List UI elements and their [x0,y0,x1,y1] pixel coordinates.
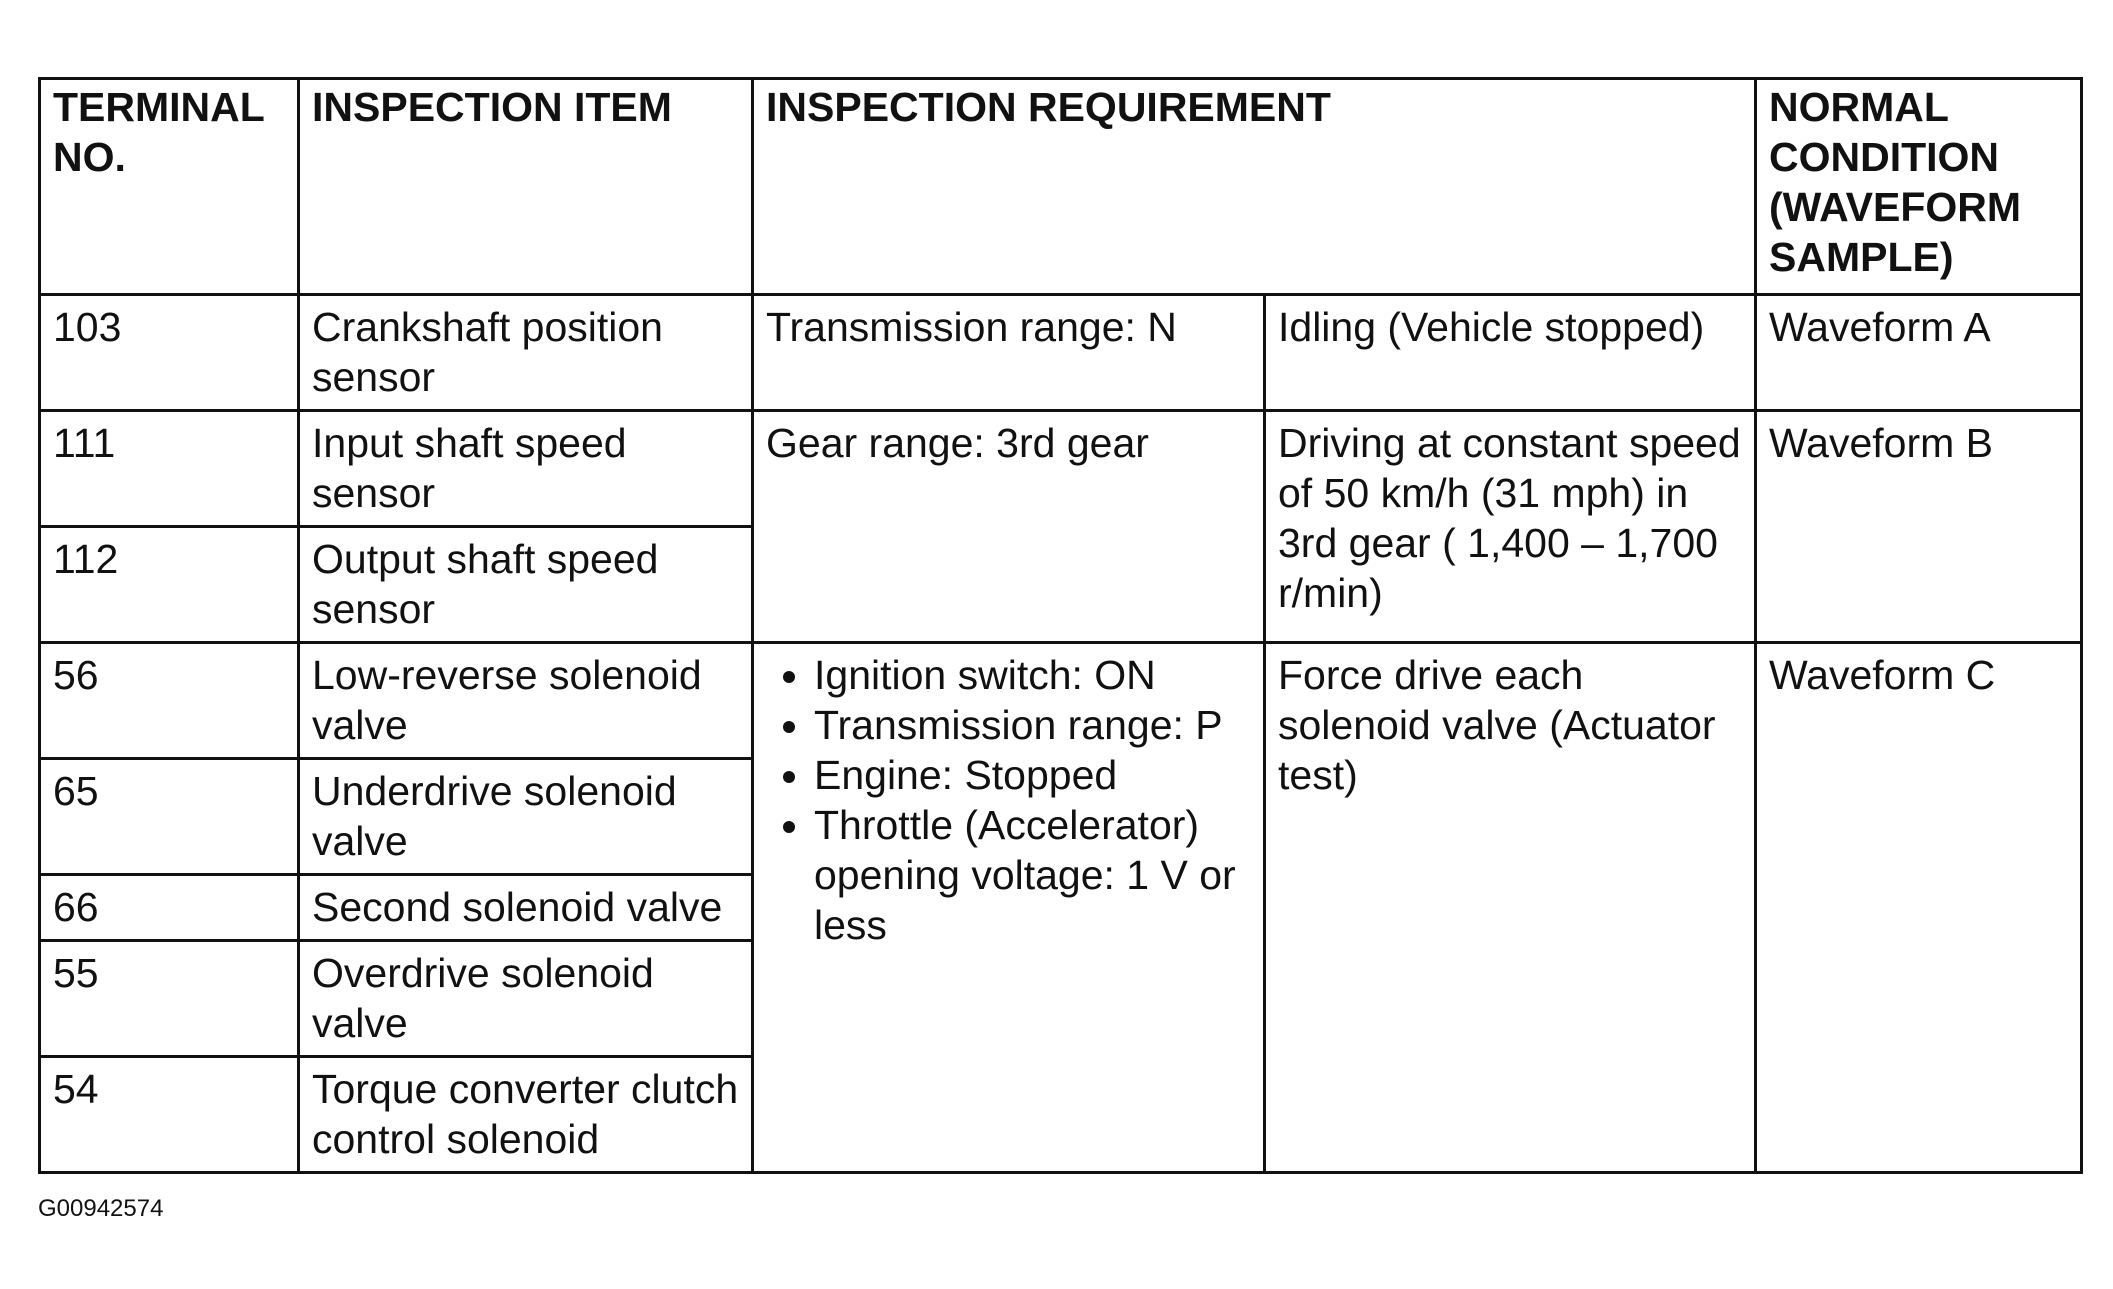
normal-condition-cell: Waveform B [1756,411,2082,643]
inspection-table [38,77,2083,1174]
item-cell: Input shaft speed sensor [299,411,753,527]
terminal-cell: 112 [40,527,299,643]
item-cell: Crankshaft position sensor [299,295,753,411]
requirement-cell: Gear range: 3rd gear [753,411,1265,643]
terminal-cell: 56 [40,643,299,759]
item-cell: Underdrive solenoid valve [299,759,753,875]
list-item: • Ignition switch: ON [814,650,1251,700]
requirement-cell: Transmission range: N [753,295,1265,411]
figure-code: G00942574 [38,1195,164,1222]
terminal-cell: 54 [40,1057,299,1173]
normal-condition-cell: Waveform A [1756,295,2082,411]
terminal-cell: 55 [40,941,299,1057]
requirement-bullet-list [766,650,1251,950]
table-row [40,643,2082,759]
table-row [40,295,2082,411]
header-row [40,79,2082,295]
header-inspection-item: INSPECTION ITEM [299,79,753,295]
item-cell: Torque converter clutch control solenoid [299,1057,753,1173]
terminal-cell: 111 [40,411,299,527]
item-cell: Overdrive solenoid valve [299,941,753,1057]
terminal-cell: 103 [40,295,299,411]
condition-cell: Driving at constant speed of 50 km/h (31 mph) in 3rd gear ( 1,400 – 1,700 r/min) [1265,411,1756,643]
header-normal-condition: NORMAL CONDITION (WAVEFORM SAMPLE) [1756,79,2082,295]
list-item: • Transmission range: P [814,700,1251,750]
condition-cell: Force drive each solenoid valve (Actuator test) [1265,643,1756,1173]
condition-cell: Idling (Vehicle stopped) [1265,295,1756,411]
header-terminal: TERMINAL NO. [40,79,299,295]
terminal-cell: 66 [40,875,299,941]
item-cell: Second solenoid valve [299,875,753,941]
table-row [40,411,2082,527]
normal-condition-cell: Waveform C [1756,643,2082,1173]
list-item: • Throttle (Accelerator) opening voltage: 1 V or less [814,800,1251,950]
item-cell: Low-reverse solenoid valve [299,643,753,759]
header-inspection-requirement: INSPECTION REQUIREMENT [753,79,1756,295]
list-item: • Engine: Stopped [814,750,1251,800]
item-cell: Output shaft speed sensor [299,527,753,643]
requirement-cell [753,643,1265,1173]
terminal-cell: 65 [40,759,299,875]
